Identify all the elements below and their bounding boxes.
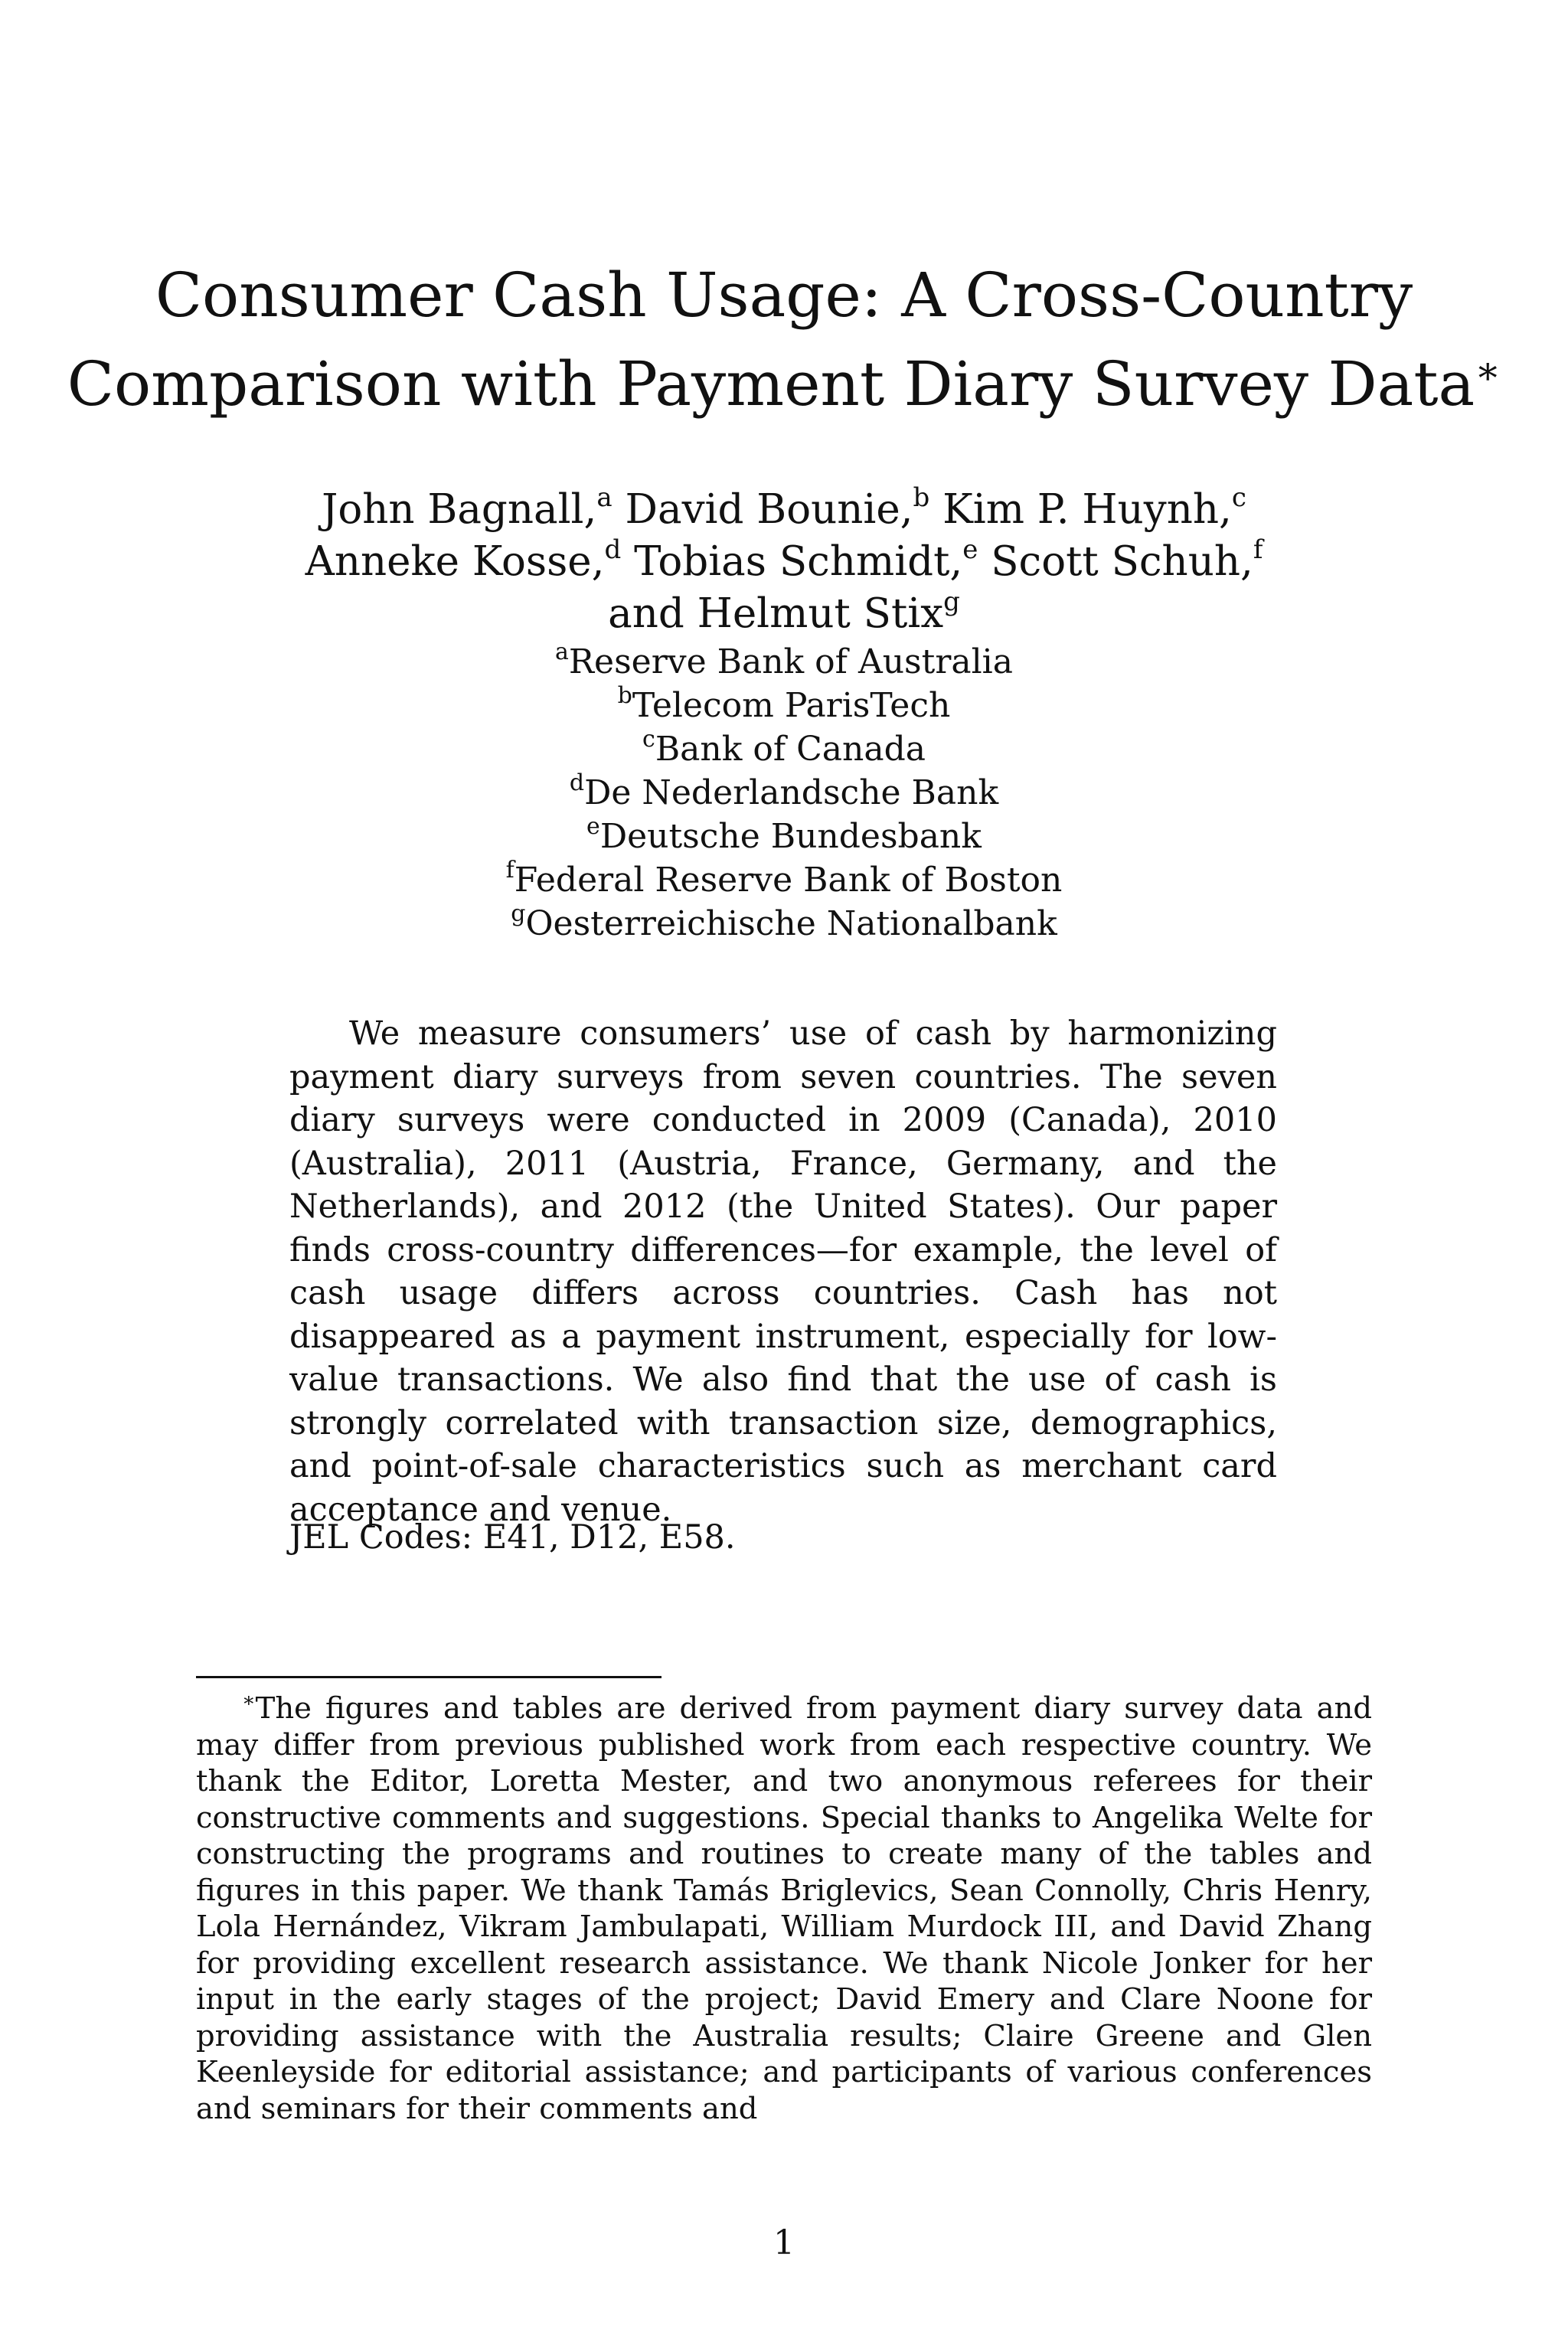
abstract-text: We measure consumers’ use of cash by harmonizing payment diary surveys from seven countries. The seven diary surveys were conducted in 2009 (Canada), 2010 (Australia), 2011 (Austria, France, Germany, and the Netherlands), and 2012 (the United States). Our paper finds cross-country differences—for example, the level of cash usage differs across countries. Cash has not disappeared as a payment instrument, especially for low-value transactions. We also find that the use of cash is strongly correlated with transaction size, demographics, and point-of-sale characteristics such as merchant card acceptance and venue. [289, 1014, 1277, 1529]
author: Scott Schuh,$^f$ [991, 534, 1263, 585]
affiliation-list [0, 640, 1568, 946]
affiliation: $^d$De Nederlandsche Bank [569, 769, 999, 812]
author: David Bounie,$^b$ [625, 482, 930, 533]
title-line-1: Consumer Cash Usage: A Cross-Country [155, 260, 1413, 331]
author: and Helmut Stix$^g$ [608, 586, 960, 637]
affiliation: $^e$Deutsche Bundesbank [586, 813, 982, 856]
jel-codes: JEL Codes: E41, D12, E58. [289, 1518, 736, 1557]
title-line-2: Comparison with Payment Diary Survey Data [67, 348, 1475, 420]
affiliation: $^g$Oesterreichische Nationalbank [511, 900, 1057, 943]
footnote-mark: ∗ [242, 1689, 256, 1712]
paper-title [0, 251, 1568, 429]
affiliation: $^b$Telecom ParisTech [617, 682, 951, 725]
author: Kim P. Huynh,$^c$ [942, 482, 1246, 533]
author-list [0, 484, 1568, 640]
title-footnote [196, 1690, 1372, 2127]
footnote-divider [196, 1676, 662, 1678]
footnote-text: The figures and tables are derived from payment diary survey data and may differ from previous published work from each respective country. We thank the Editor, Loretta Mester, and two anonymous referees for their constructive comments and suggestions. Special thanks to Angelika Welte for constructing the programs and routines to create many of the tables and figures in this paper. We thank Tamás Briglevics, Sean Connolly, Chris Henry, Lola Hernández, Vikram Jambulapati, William Murdock III, and David Zhang for providing excellent research assistance. We thank Nicole Jonker for her input in the early stages of the project; David Emery and Clare Noone for providing assistance with the Australia results; Claire Greene and Glen Keenleyside for editorial assistance; and participants of various conferences and seminars for their comments and [196, 1691, 1372, 2126]
title-footnote-mark: ∗ [1475, 348, 1501, 393]
affiliation: $^a$Reserve Bank of Australia [555, 639, 1013, 681]
author: John Bagnall,$^a$ [322, 482, 612, 533]
author: Anneke Kosse,$^d$ [305, 534, 622, 585]
author: Tobias Schmidt,$^e$ [634, 534, 978, 585]
affiliation: $^f$Federal Reserve Bank of Boston [505, 857, 1063, 900]
page-number: 1 [773, 2223, 795, 2262]
affiliation: $^c$Bank of Canada [642, 726, 926, 769]
